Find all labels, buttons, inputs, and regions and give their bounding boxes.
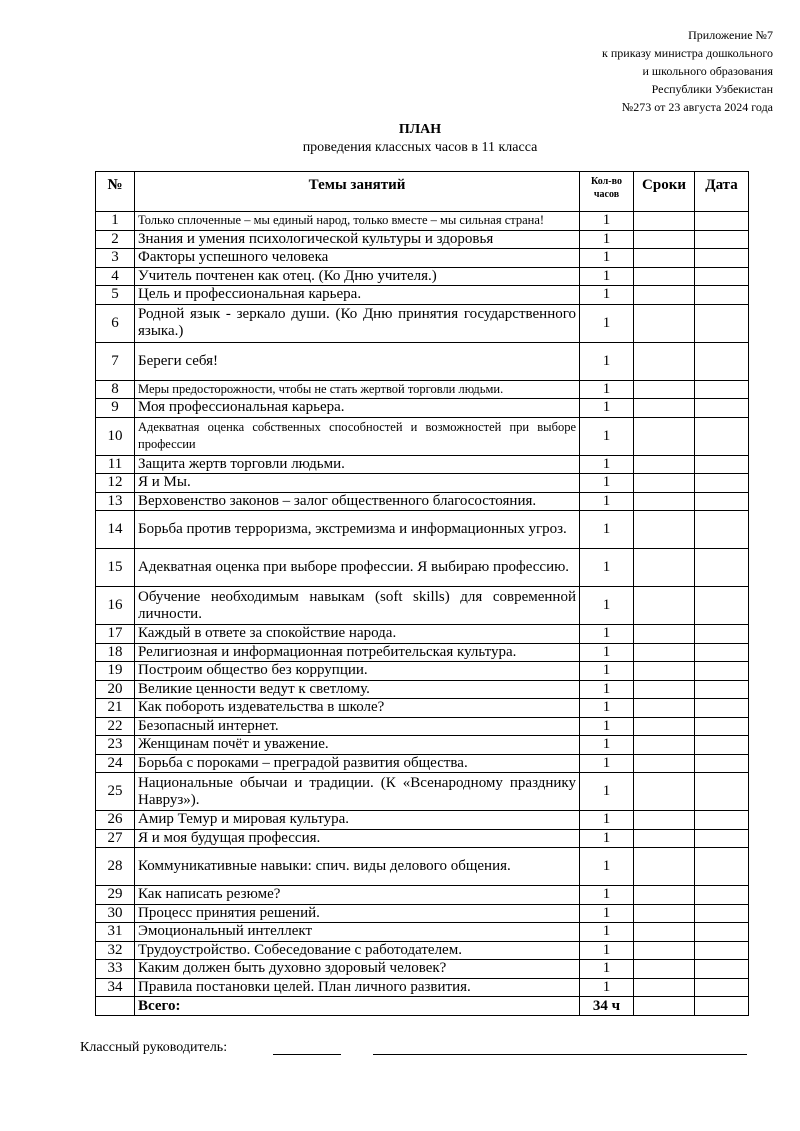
- row-terms: [634, 643, 695, 662]
- table-row: [96, 492, 749, 511]
- row-terms: [634, 960, 695, 979]
- total-empty: [96, 997, 135, 1016]
- row-date: [695, 699, 749, 718]
- table-row: [96, 342, 749, 380]
- row-terms: [634, 736, 695, 755]
- row-terms: [634, 455, 695, 474]
- row-topic: Я и моя будущая профессия.: [135, 829, 580, 848]
- row-topic: Коммуникативные навыки: спич. виды делового общения.: [135, 848, 580, 886]
- row-number: 17: [96, 625, 135, 644]
- row-number: 29: [96, 886, 135, 905]
- row-date: [695, 286, 749, 305]
- table-row: [96, 455, 749, 474]
- row-topic: Верховенство законов – залог общественного благосостояния.: [135, 492, 580, 511]
- header-terms: Сроки: [634, 172, 695, 212]
- row-number: 2: [96, 230, 135, 249]
- row-terms: [634, 625, 695, 644]
- row-hours: 1: [580, 662, 634, 681]
- table-row: [96, 511, 749, 549]
- row-terms: [634, 886, 695, 905]
- row-number: 12: [96, 474, 135, 493]
- row-terms: [634, 829, 695, 848]
- row-topic: Защита жертв торговли людьми.: [135, 455, 580, 474]
- table-row: [96, 848, 749, 886]
- row-date: [695, 587, 749, 625]
- row-terms: [634, 904, 695, 923]
- row-number: 31: [96, 923, 135, 942]
- row-date: [695, 380, 749, 399]
- table-row: [96, 267, 749, 286]
- row-date: [695, 417, 749, 455]
- row-hours: 1: [580, 267, 634, 286]
- row-hours: 1: [580, 212, 634, 231]
- row-date: [695, 773, 749, 811]
- row-topic: Как написать резюме?: [135, 886, 580, 905]
- row-terms: [634, 699, 695, 718]
- row-hours: 1: [580, 286, 634, 305]
- row-number: 26: [96, 811, 135, 830]
- appendix-block: [602, 26, 773, 116]
- table-row: [96, 904, 749, 923]
- signature-line: [273, 1054, 341, 1055]
- row-date: [695, 249, 749, 268]
- row-terms: [634, 754, 695, 773]
- row-date: [695, 492, 749, 511]
- row-number: 16: [96, 587, 135, 625]
- row-topic: Только сплоченные – мы единый народ, только вместе – мы сильная страна!: [135, 212, 580, 231]
- appendix-line: Приложение №7: [688, 28, 773, 42]
- header-number: №: [96, 172, 135, 212]
- row-topic: Как побороть издевательства в школе?: [135, 699, 580, 718]
- row-date: [695, 643, 749, 662]
- row-terms: [634, 492, 695, 511]
- row-terms: [634, 549, 695, 587]
- row-hours: 1: [580, 811, 634, 830]
- appendix-line: Республики Узбекистан: [651, 82, 773, 96]
- row-date: [695, 549, 749, 587]
- appendix-line: №273 от 23 августа 2024 года: [621, 100, 773, 114]
- row-number: 13: [96, 492, 135, 511]
- row-number: 33: [96, 960, 135, 979]
- row-hours: 1: [580, 511, 634, 549]
- row-date: [695, 474, 749, 493]
- row-number: 27: [96, 829, 135, 848]
- row-hours: 1: [580, 549, 634, 587]
- row-terms: [634, 417, 695, 455]
- row-date: [695, 230, 749, 249]
- row-date: [695, 923, 749, 942]
- row-date: [695, 811, 749, 830]
- row-topic: Построим общество без коррупции.: [135, 662, 580, 681]
- row-hours: 1: [580, 941, 634, 960]
- row-hours: 1: [580, 736, 634, 755]
- row-terms: [634, 848, 695, 886]
- row-terms: [634, 978, 695, 997]
- row-hours: 1: [580, 230, 634, 249]
- row-date: [695, 399, 749, 418]
- row-hours: 1: [580, 625, 634, 644]
- row-date: [695, 886, 749, 905]
- table-row: [96, 249, 749, 268]
- table-row: [96, 717, 749, 736]
- name-line: [373, 1054, 747, 1055]
- total-terms: [634, 997, 695, 1016]
- total-row: [96, 997, 749, 1016]
- table-row: [96, 474, 749, 493]
- row-number: 34: [96, 978, 135, 997]
- row-terms: [634, 286, 695, 305]
- row-number: 22: [96, 717, 135, 736]
- row-hours: 1: [580, 399, 634, 418]
- row-number: 6: [96, 304, 135, 342]
- table-row: [96, 978, 749, 997]
- row-hours: 1: [580, 904, 634, 923]
- row-date: [695, 754, 749, 773]
- total-label: Всего:: [135, 997, 580, 1016]
- table-row: [96, 230, 749, 249]
- plan-table: [95, 171, 749, 1016]
- row-topic: Трудоустройство. Собеседование с работодателем.: [135, 941, 580, 960]
- row-date: [695, 904, 749, 923]
- row-terms: [634, 923, 695, 942]
- row-hours: 1: [580, 978, 634, 997]
- row-terms: [634, 304, 695, 342]
- row-terms: [634, 773, 695, 811]
- row-date: [695, 829, 749, 848]
- row-terms: [634, 941, 695, 960]
- row-terms: [634, 474, 695, 493]
- row-hours: 1: [580, 960, 634, 979]
- row-topic: Факторы успешного человека: [135, 249, 580, 268]
- row-number: 23: [96, 736, 135, 755]
- row-topic: Я и Мы.: [135, 474, 580, 493]
- row-topic: Адекватная оценка собственных способностей и возможностей при выборе профессии: [135, 417, 580, 455]
- total-hours: 34 ч: [580, 997, 634, 1016]
- row-hours: 1: [580, 773, 634, 811]
- table-row: [96, 587, 749, 625]
- row-date: [695, 717, 749, 736]
- row-topic: Религиозная и информационная потребительская культура.: [135, 643, 580, 662]
- class-teacher-label: Классный руководитель:: [80, 1040, 228, 1055]
- table-row: [96, 811, 749, 830]
- row-date: [695, 736, 749, 755]
- row-terms: [634, 399, 695, 418]
- row-terms: [634, 230, 695, 249]
- row-terms: [634, 249, 695, 268]
- row-hours: 1: [580, 717, 634, 736]
- row-topic: Национальные обычаи и традиции. (К «Всенародному празднику Навруз»).: [135, 773, 580, 811]
- table-header-row: [96, 172, 749, 212]
- row-topic: Моя профессиональная карьера.: [135, 399, 580, 418]
- row-number: 11: [96, 455, 135, 474]
- row-number: 7: [96, 342, 135, 380]
- table-row: [96, 773, 749, 811]
- row-topic: Женщинам почёт и уважение.: [135, 736, 580, 755]
- row-terms: [634, 587, 695, 625]
- row-topic: Обучение необходимым навыкам (soft skills) для современной личности.: [135, 587, 580, 625]
- table-row: [96, 304, 749, 342]
- row-topic: Береги себя!: [135, 342, 580, 380]
- header-topic: Темы занятий: [135, 172, 580, 212]
- table-row: [96, 680, 749, 699]
- row-date: [695, 455, 749, 474]
- row-date: [695, 212, 749, 231]
- row-number: 10: [96, 417, 135, 455]
- row-date: [695, 680, 749, 699]
- row-number: 21: [96, 699, 135, 718]
- row-number: 30: [96, 904, 135, 923]
- row-hours: 1: [580, 886, 634, 905]
- row-number: 15: [96, 549, 135, 587]
- row-date: [695, 662, 749, 681]
- row-number: 14: [96, 511, 135, 549]
- table-row: [96, 941, 749, 960]
- row-number: 8: [96, 380, 135, 399]
- table-row: [96, 829, 749, 848]
- row-hours: 1: [580, 829, 634, 848]
- row-topic: Меры предосторожности, чтобы не стать жертвой торговли людьми.: [135, 380, 580, 399]
- row-number: 32: [96, 941, 135, 960]
- row-date: [695, 848, 749, 886]
- row-topic: Учитель почтенен как отец. (Ко Дню учителя.): [135, 267, 580, 286]
- row-topic: Каждый в ответе за спокойствие народа.: [135, 625, 580, 644]
- row-hours: 1: [580, 304, 634, 342]
- row-number: 24: [96, 754, 135, 773]
- row-date: [695, 941, 749, 960]
- row-terms: [634, 717, 695, 736]
- row-date: [695, 511, 749, 549]
- row-topic: Адекватная оценка при выборе профессии. Я выбираю профессию.: [135, 549, 580, 587]
- row-topic: Безопасный интернет.: [135, 717, 580, 736]
- table-row: [96, 662, 749, 681]
- row-number: 5: [96, 286, 135, 305]
- row-topic: Правила постановки целей. План личного развития.: [135, 978, 580, 997]
- row-topic: Родной язык - зеркало души. (Ко Дню принятия государственного языка.): [135, 304, 580, 342]
- row-number: 9: [96, 399, 135, 418]
- row-hours: 1: [580, 342, 634, 380]
- row-topic: Великие ценности ведут к светлому.: [135, 680, 580, 699]
- table-row: [96, 286, 749, 305]
- row-hours: 1: [580, 492, 634, 511]
- appendix-line: и школьного образования: [642, 64, 773, 78]
- header-hours: Кол-во часов: [580, 172, 634, 212]
- plan-table-body: [96, 212, 749, 1016]
- table-row: [96, 699, 749, 718]
- row-terms: [634, 680, 695, 699]
- row-date: [695, 267, 749, 286]
- table-row: [96, 549, 749, 587]
- row-date: [695, 625, 749, 644]
- row-terms: [634, 267, 695, 286]
- header-date: Дата: [695, 172, 749, 212]
- document-title: ПЛАН: [398, 122, 442, 137]
- row-hours: 1: [580, 587, 634, 625]
- row-number: 4: [96, 267, 135, 286]
- row-topic: Борьба с пороками – преградой развития общества.: [135, 754, 580, 773]
- row-hours: 1: [580, 249, 634, 268]
- row-number: 25: [96, 773, 135, 811]
- row-hours: 1: [580, 380, 634, 399]
- row-terms: [634, 511, 695, 549]
- row-hours: 1: [580, 474, 634, 493]
- row-number: 3: [96, 249, 135, 268]
- row-hours: 1: [580, 455, 634, 474]
- row-terms: [634, 662, 695, 681]
- row-terms: [634, 342, 695, 380]
- total-date: [695, 997, 749, 1016]
- row-hours: 1: [580, 643, 634, 662]
- row-topic: Борьба против терроризма, экстремизма и информационных угроз.: [135, 511, 580, 549]
- table-row: [96, 417, 749, 455]
- row-number: 20: [96, 680, 135, 699]
- row-topic: Знания и умения психологической культуры и здоровья: [135, 230, 580, 249]
- row-date: [695, 304, 749, 342]
- table-row: [96, 625, 749, 644]
- table-row: [96, 960, 749, 979]
- row-hours: 1: [580, 699, 634, 718]
- row-topic: Каким должен быть духовно здоровый человек?: [135, 960, 580, 979]
- row-hours: 1: [580, 848, 634, 886]
- row-number: 19: [96, 662, 135, 681]
- row-terms: [634, 811, 695, 830]
- table-row: [96, 212, 749, 231]
- row-terms: [634, 212, 695, 231]
- row-hours: 1: [580, 417, 634, 455]
- row-hours: 1: [580, 680, 634, 699]
- row-date: [695, 960, 749, 979]
- table-row: [96, 643, 749, 662]
- table-row: [96, 754, 749, 773]
- row-date: [695, 342, 749, 380]
- row-date: [695, 978, 749, 997]
- row-terms: [634, 380, 695, 399]
- table-row: [96, 380, 749, 399]
- row-number: 18: [96, 643, 135, 662]
- table-row: [96, 923, 749, 942]
- row-topic: Эмоциональный интеллект: [135, 923, 580, 942]
- document-subtitle: проведения классных часов в 11 класса: [302, 140, 538, 155]
- table-row: [96, 886, 749, 905]
- row-topic: Амир Темур и мировая культура.: [135, 811, 580, 830]
- row-topic: Процесс принятия решений.: [135, 904, 580, 923]
- row-hours: 1: [580, 923, 634, 942]
- table-row: [96, 736, 749, 755]
- row-number: 1: [96, 212, 135, 231]
- row-number: 28: [96, 848, 135, 886]
- table-row: [96, 399, 749, 418]
- row-hours: 1: [580, 754, 634, 773]
- appendix-line: к приказу министра дошкольного: [602, 46, 773, 60]
- row-topic: Цель и профессиональная карьера.: [135, 286, 580, 305]
